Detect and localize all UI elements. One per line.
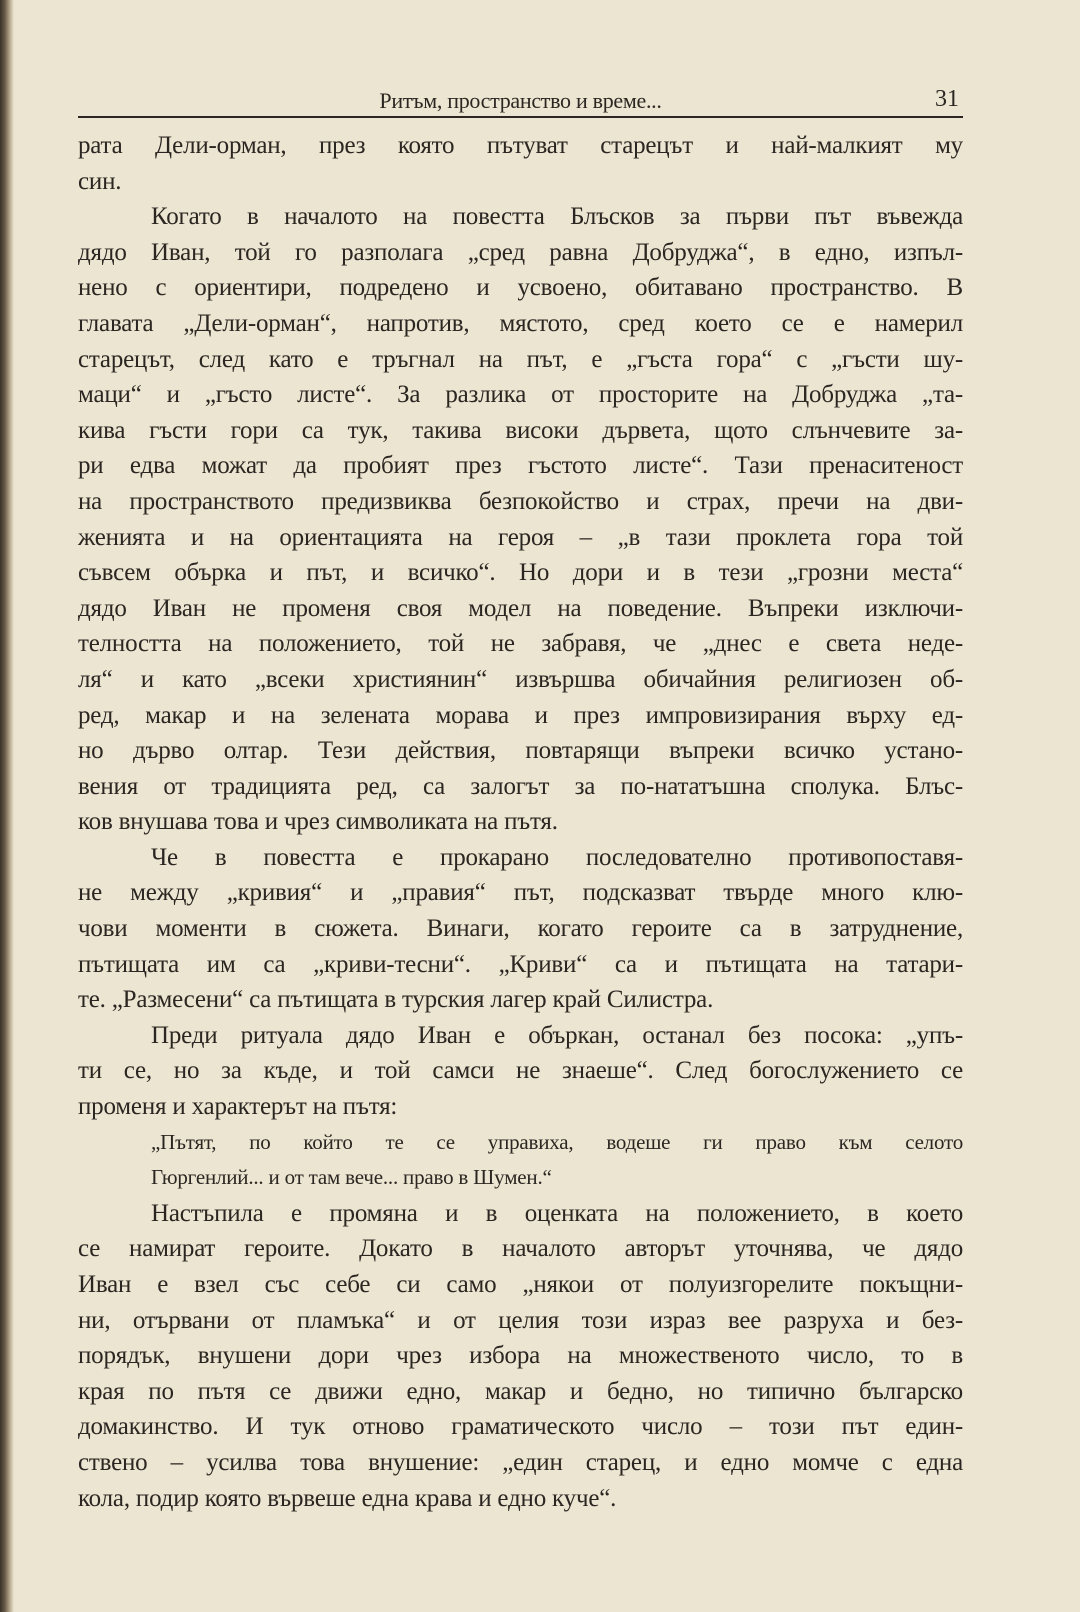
book-binding-edge	[0, 0, 14, 1612]
text-line: Иван е взел със себе си само „някои от полуизгорелите покъщни-	[78, 1271, 963, 1298]
text-line: ри едва можат да пробият през гъстото листе“. Тази пренаситеност	[78, 452, 963, 480]
text-line: променя и характерът на пътя:	[78, 1093, 398, 1121]
text-line: пътищата им са „криви-тесни“. „Криви“ са и пътищата на татари-	[78, 950, 963, 978]
text-line: телността на положението, той не забравя, че „днес е света неде-	[78, 630, 963, 658]
text-line: но дърво олтар. Тези действия, повтарящи въпреки всичко устано-	[78, 737, 963, 765]
text-line: чови моменти в сюжета. Винаги, когато героите са в затруднение,	[78, 915, 963, 943]
text-line: домакинство. И тук отново граматическото число – този път един-	[78, 1413, 963, 1441]
text-line: ред, макар и на зелената морава и през импровизирания върху ед-	[78, 701, 963, 729]
text-line: ков внушава това и чрез символиката на пътя.	[78, 808, 558, 836]
text-line: старецът, след като е тръгнал на път, е „гъста гора“ с „гъсти шу-	[78, 345, 963, 373]
page-number: 31	[935, 86, 959, 112]
body-text	[78, 128, 963, 1516]
text-line: главата „Дели-орман“, напротив, мястото, сред което се е намерил	[78, 309, 963, 337]
text-line: Когато в началото на повестта Блъсков за първи път въвежда	[151, 203, 963, 231]
quote-line: „Пътят, по който те се управиха, водеше ги право към селото	[151, 1129, 963, 1154]
running-header-title: Ритъм, пространство и време...	[379, 88, 662, 113]
text-line: Преди ритуала дядо Иван е объркан, останал без посока: „упъ-	[151, 1021, 963, 1049]
text-line: Че в повестта е прокарано последователно противопоставя-	[151, 843, 963, 871]
text-line: съвсем обърка и път, и всичко“. Но дори и в тези „грозни места“	[78, 559, 963, 587]
text-line: Настъпила е промяна и в оценката на положението, в което	[151, 1199, 963, 1227]
text-line: дядо Иван, той го разполага „сред равна Добруджа“, в едно, изпъл-	[78, 238, 963, 266]
text-line: порядък, внушени дори чрез избора на множественото число, то в	[78, 1342, 963, 1370]
text-line: ни, отървани от пламъка“ и от целия този израз вее разруха и без-	[78, 1306, 963, 1334]
text-line: нено с ориентири, подредено и усвоено, обитавано пространство. В	[78, 274, 963, 302]
text-line: маци“ и „гъсто листе“. За разлика от просторите на Добруджа „та-	[78, 381, 963, 409]
text-line: син.	[78, 167, 122, 195]
text-line: дядо Иван не променя своя модел на поведение. Въпреки изключи-	[78, 594, 963, 622]
text-line: не между „кривия“ и „правия“ път, подсказват твърде много клю-	[78, 879, 963, 907]
text-line: ти се, но за къде, и той самси не знаеше“. След богослужението се	[78, 1057, 963, 1085]
text-line: кива гъсти гори са тук, такива високи дървета, щото слънчевите за-	[78, 416, 963, 444]
text-line: ля“ и като „всеки християнин“ извършва обичайния религиозен об-	[78, 665, 963, 693]
text-line: края по пътя се движи едно, макар и бедно, но типично българско	[78, 1377, 963, 1405]
text-line: рата Дели-орман, през която пътуват старецът и най-малкият му	[78, 132, 963, 159]
quote-line: Гюргенлий... и от там вече... право в Шумен.“	[151, 1165, 552, 1190]
text-line: ствено – усилва това внушение: „един старец, и едно момче с една	[78, 1448, 963, 1476]
text-line: кола, подир която вървеше една крава и едно куче“.	[78, 1484, 617, 1512]
running-header	[78, 86, 963, 118]
text-line: те. „Размесени“ са пътищата в турския лагер край Силистра.	[78, 986, 714, 1014]
text-line: вения от традицията ред, са залогът за по-нататъшна сполука. Блъс-	[78, 772, 963, 800]
text-line: женията и на ориентацията на героя – „в тази проклета гора той	[78, 523, 963, 551]
text-line: на пространството предизвиква безпокойство и страх, пречи на дви-	[78, 487, 963, 515]
text-line: се намират героите. Докато в началото авторът уточнява, че дядо	[78, 1235, 963, 1263]
